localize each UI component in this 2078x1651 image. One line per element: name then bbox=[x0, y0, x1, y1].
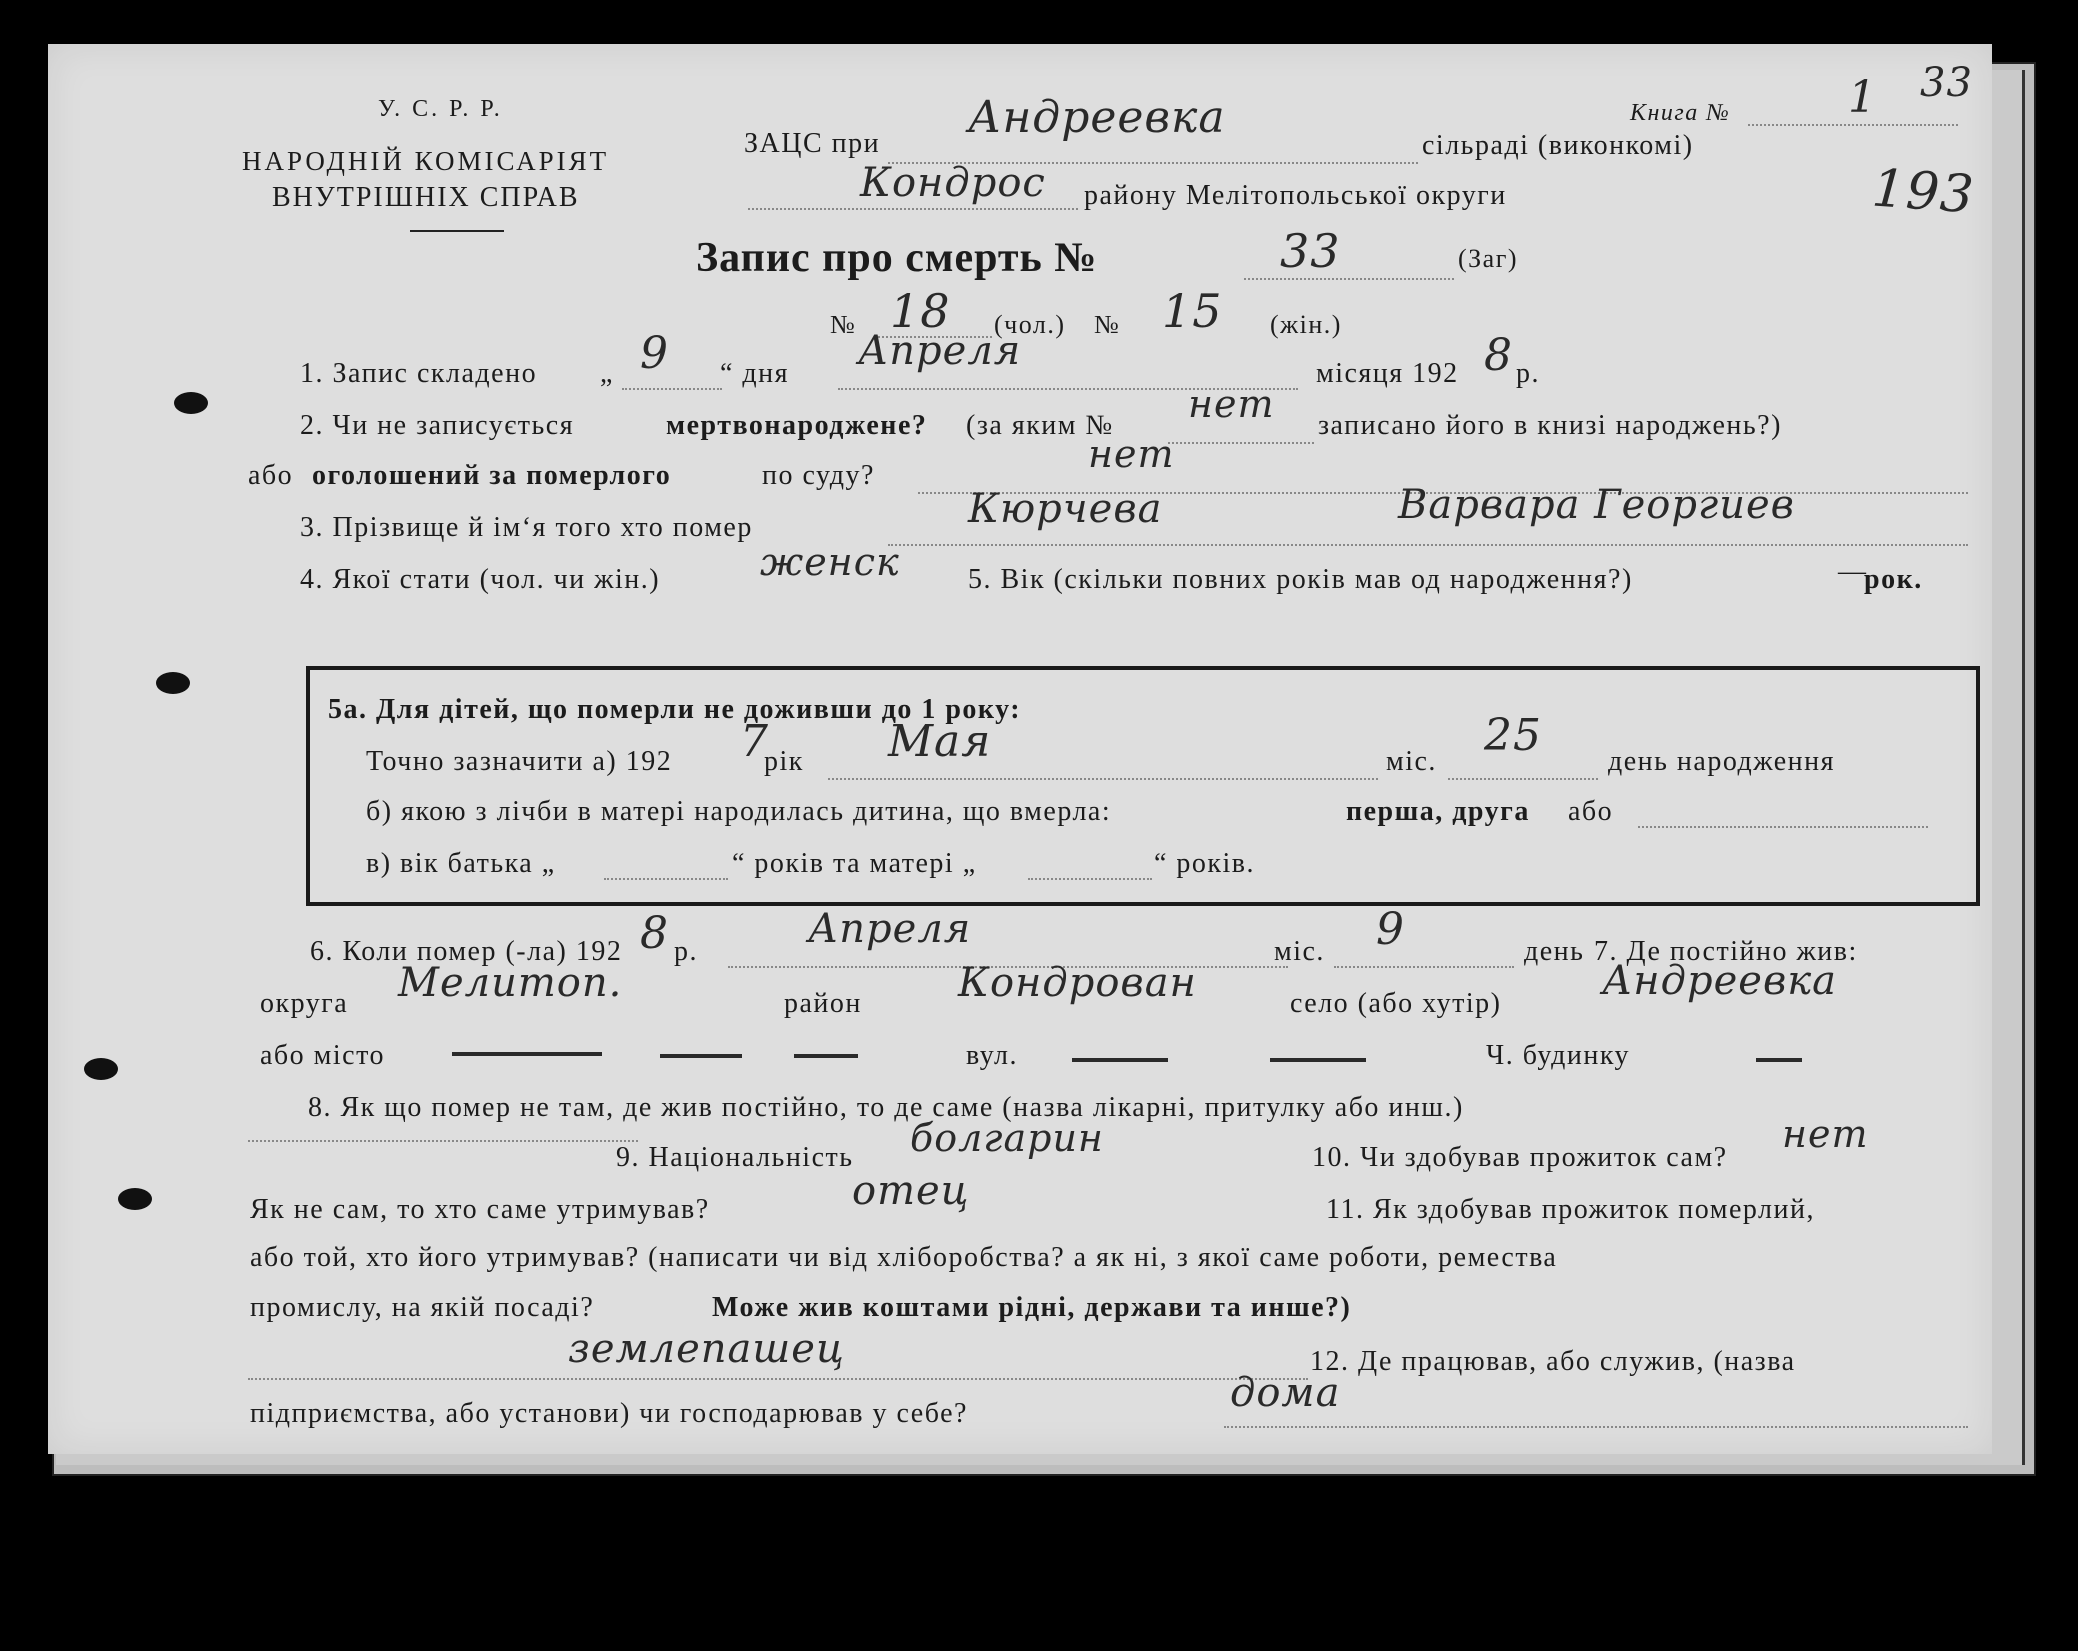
vul-label: вул. bbox=[966, 1040, 1019, 1071]
f6-year-digit: 8 bbox=[640, 908, 669, 959]
death-record-form bbox=[48, 44, 1992, 1454]
box5a-mother-dotline bbox=[1028, 878, 1152, 880]
f1-open-quote: „ bbox=[600, 358, 614, 389]
district-value: Кондрос bbox=[860, 160, 1046, 206]
box5a-father-dotline bbox=[604, 878, 728, 880]
female-label: (жін.) bbox=[1270, 310, 1342, 339]
budynok-label: Ч. будинку bbox=[1486, 1040, 1631, 1071]
f6-day-dotline bbox=[1334, 966, 1514, 968]
box5a-line1-b: рік bbox=[764, 746, 804, 777]
f11-line3-b: Може жив коштами рідні, держави та инше?) bbox=[712, 1292, 1352, 1323]
f8-dotline bbox=[248, 1140, 638, 1142]
male-no-label: № bbox=[830, 310, 857, 339]
f6-month: Апреля bbox=[808, 906, 972, 952]
f8-label: 8. Як що помер не там, де жив постійно, то де саме (назва лікарні, притулку або инш.) bbox=[308, 1092, 1464, 1123]
f1-day-dotline bbox=[622, 388, 722, 390]
box5a-line2-c: або bbox=[1568, 796, 1614, 827]
f2-label-a: 2. Чи не записується bbox=[300, 410, 575, 441]
f1-suffix: р. bbox=[1516, 358, 1540, 389]
box5a-line2-b: перша, друга bbox=[1346, 796, 1530, 827]
box5a-line2-a: б) якою з лічби в матері народилась дитина, що вмерла: bbox=[366, 796, 1112, 827]
box5a-month-dotline bbox=[828, 778, 1378, 780]
f10-value: нет bbox=[1782, 1112, 1869, 1156]
f6-mis: міс. bbox=[1274, 936, 1325, 967]
book-dotline bbox=[1748, 124, 1958, 126]
punch-hole bbox=[84, 1058, 118, 1080]
f2-line2-b: оголошений за померлого bbox=[312, 460, 672, 491]
f1-month: Апреля bbox=[858, 328, 1022, 374]
f5-value: — bbox=[1838, 556, 1868, 587]
record-suffix: (Заг) bbox=[1458, 244, 1519, 273]
commissariat-line1: НАРОДНІЙ КОМІСАРІЯТ bbox=[242, 146, 610, 176]
f12-dotline bbox=[1224, 1426, 1968, 1428]
okruha-label: округа bbox=[260, 988, 349, 1019]
box5a-line1-a: Точно зазначити а) 192 bbox=[366, 746, 673, 777]
box5a-line1-d: день народження bbox=[1608, 746, 1836, 777]
f4-value: женск bbox=[760, 540, 900, 584]
f7-label: 7. Де постійно жив: bbox=[1594, 936, 1858, 967]
f2-dotline bbox=[1168, 442, 1314, 444]
punch-hole bbox=[156, 672, 190, 694]
f6-r: р. bbox=[674, 936, 698, 967]
book-label: Книга № bbox=[1630, 100, 1731, 126]
f10b-value: отец bbox=[852, 1168, 970, 1214]
f9-label: 9. Національність bbox=[616, 1142, 854, 1173]
f11-line2: або той, хто його утримував? (написати чи від хліборобства? а як ні, з якої саме роботи, ремества bbox=[250, 1242, 1558, 1273]
vul-dash-1 bbox=[1072, 1058, 1168, 1062]
f11-value: землепашец bbox=[568, 1326, 845, 1372]
f1-close: “ дня bbox=[720, 358, 790, 389]
f11-label: 11. Як здобував прожиток померлий, bbox=[1326, 1194, 1815, 1225]
f5-label: 5. Вік (скільки повних років мав од народження?) bbox=[968, 564, 1633, 595]
okruha-value: Мелитоп. bbox=[398, 960, 623, 1006]
box5a-line2-dotline bbox=[1638, 826, 1928, 828]
punch-hole bbox=[118, 1188, 152, 1210]
vul-dash-2 bbox=[1270, 1058, 1366, 1062]
zags-value: Андреевка bbox=[968, 92, 1226, 143]
f10-label: 10. Чи здобував прожиток сам? bbox=[1312, 1142, 1728, 1173]
record-number: 33 bbox=[1280, 224, 1341, 278]
republic-label: У. С. Р. Р. bbox=[378, 96, 503, 122]
commissariat-line2: ВНУТРІШНІХ СПРАВ bbox=[272, 182, 580, 213]
male-no-value: 18 bbox=[890, 284, 951, 338]
misto-dash-1 bbox=[452, 1052, 602, 1056]
female-no-label: № bbox=[1094, 310, 1121, 339]
page-number: 33 bbox=[1920, 60, 1973, 106]
f2-value: нет bbox=[1188, 382, 1275, 426]
f11-dotline bbox=[248, 1378, 1308, 1380]
misto-label: або місто bbox=[260, 1040, 385, 1071]
f2-line2-c: по суду? bbox=[762, 460, 875, 491]
f12-value: дома bbox=[1230, 1370, 1341, 1416]
zags-label: ЗАЦС при bbox=[744, 128, 881, 159]
box5a-line1-c: міс. bbox=[1386, 746, 1437, 777]
box5a-line3-b: “ років та матері „ bbox=[732, 848, 977, 879]
f2-line2-a: або bbox=[248, 460, 294, 491]
f9-value: болгарин bbox=[910, 1116, 1104, 1160]
f6-day: 9 bbox=[1376, 904, 1405, 955]
f1-month-label: місяця 192 bbox=[1316, 358, 1459, 389]
f12-line2: підприємства, або установи) чи господарював у себе? bbox=[250, 1398, 968, 1429]
box5a-line3-c: “ років. bbox=[1154, 848, 1256, 879]
silrada-label: сільраді (виконкомі) bbox=[1422, 130, 1694, 161]
box5a-line3-a: в) вік батька „ bbox=[366, 848, 556, 879]
f4-label: 4. Якої стати (чол. чи жін.) bbox=[300, 564, 661, 595]
female-no-value: 15 bbox=[1162, 284, 1223, 338]
f2-value2: нет bbox=[1088, 432, 1175, 476]
f6-den: день bbox=[1524, 936, 1585, 967]
f6-label: 6. Коли помер (-ла) 192 bbox=[310, 936, 623, 967]
raion-value: Кондрован bbox=[958, 960, 1197, 1006]
archive-number: 193 bbox=[1870, 158, 1977, 226]
f11-line3-a: промислу, на якій посаді? bbox=[250, 1292, 595, 1323]
f1-year-digit: 8 bbox=[1484, 330, 1513, 381]
f10b-label: Як не сам, то хто саме утримував? bbox=[250, 1194, 710, 1225]
raion-label: район bbox=[784, 988, 862, 1019]
male-label: (чол.) bbox=[994, 310, 1066, 339]
f3-name: Варвара Георгиев bbox=[1398, 482, 1795, 528]
district-label: району Мелітопольської округи bbox=[1084, 180, 1507, 211]
f2-label-d: записано його в книзі народжень?) bbox=[1318, 410, 1782, 441]
selo-label: село (або хутір) bbox=[1290, 988, 1502, 1019]
misto-dash-2 bbox=[660, 1054, 742, 1058]
record-title: Запис про смерть № bbox=[696, 235, 1098, 281]
f2-label-b: мертвонароджене? bbox=[666, 410, 928, 441]
box5a-day: 25 bbox=[1484, 710, 1542, 761]
district-dotline bbox=[748, 208, 1078, 210]
f1-label: 1. Запис складено bbox=[300, 358, 538, 389]
box5a-year-digit: 7 bbox=[740, 716, 769, 767]
f1-day: 9 bbox=[640, 328, 669, 379]
box5a-heading: 5а. Для дітей, що померли не доживши до 1 року: bbox=[328, 694, 1022, 725]
box5a-month: Мая bbox=[888, 716, 992, 767]
punch-hole bbox=[174, 392, 208, 414]
book-value: 1 bbox=[1848, 72, 1877, 123]
f2-label-c: (за яким № bbox=[966, 410, 1114, 441]
record-number-dotline bbox=[1244, 278, 1454, 280]
header-divider bbox=[410, 230, 504, 232]
misto-dash-3 bbox=[794, 1054, 858, 1058]
f3-dotline bbox=[888, 544, 1968, 546]
box5a-day-dotline bbox=[1448, 778, 1598, 780]
f3-label: 3. Прізвище й ім‘я того хто помер bbox=[300, 512, 753, 543]
f3-surname: Кюрчева bbox=[968, 486, 1163, 532]
selo-value: Андреевка bbox=[1602, 958, 1837, 1004]
f5-suffix: рок. bbox=[1864, 564, 1923, 595]
budynok-dash bbox=[1756, 1058, 1802, 1062]
f12-label: 12. Де працював, або служив, (назва bbox=[1310, 1346, 1796, 1377]
